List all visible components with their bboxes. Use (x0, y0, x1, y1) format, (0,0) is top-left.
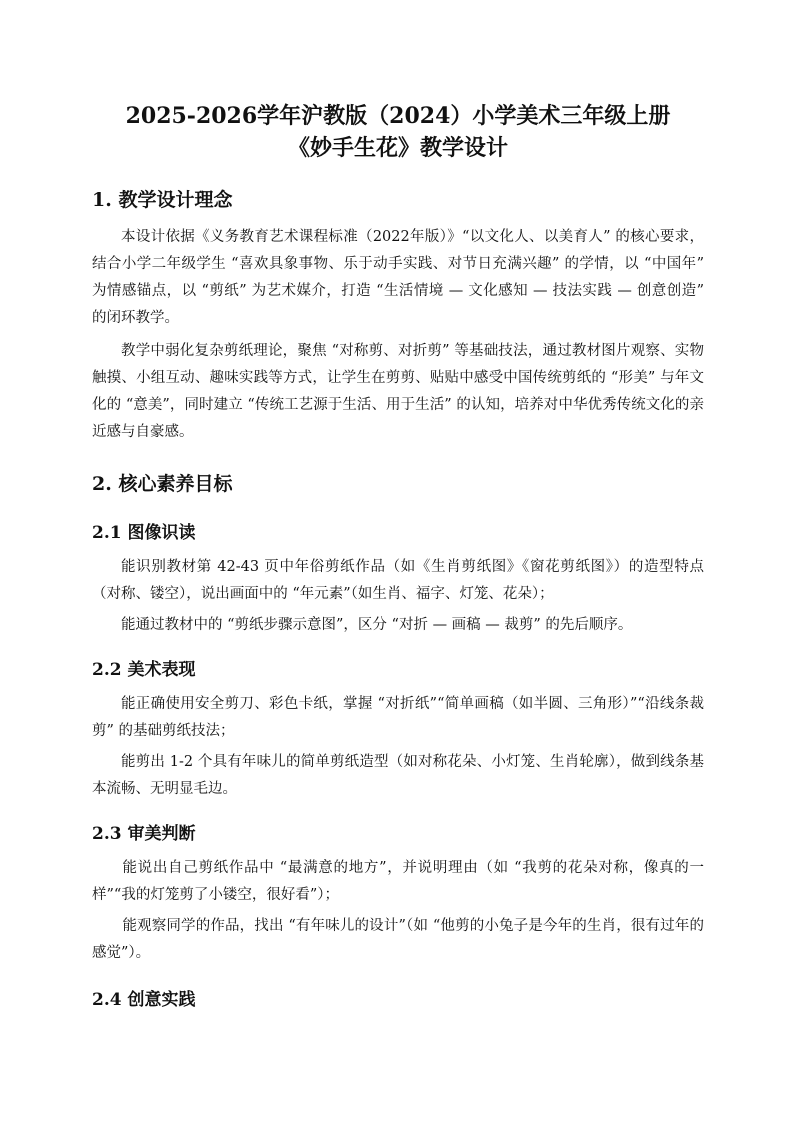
section-2-3-paragraph-2: 能观察同学的作品，找出 “有年味儿的设计”（如 “他剪的小兔子是今年的生肖，很有过年的感觉”）。 (92, 918, 704, 961)
section-2-1-heading: 2.1 图像识读 (92, 523, 196, 543)
document-title (92, 100, 704, 164)
section-2-1-paragraph-2: 能通过教材中的 “剪纸步骤示意图”，区分 “对折 — 画稿 — 裁剪” 的先后顺序。 (121, 617, 633, 633)
section-2-1-paragraph-1: 能识别教材第 42-43 页中年俗剪纸作品（如《生肖剪纸图》《窗花剪纸图》）的造型特点（对称、镂空），说出画面中的 “年元素”（如生肖、福字、灯笼、花朵）； (92, 559, 704, 602)
section-2-4-heading: 2.4 创意实践 (92, 990, 196, 1010)
section-2-2-heading: 2.2 美术表现 (92, 660, 196, 680)
title-line-1: 2025-2026学年沪教版（2024）小学美术三年级上册 (125, 103, 671, 129)
section-2-3-heading: 2.3 审美判断 (92, 824, 196, 844)
section-1-paragraph-2: 教学中弱化复杂剪纸理论，聚焦 “对称剪、对折剪” 等基础技法，通过教材图片观察、实物触摸、小组互动、趣味实践等方式，让学生在剪剪、贴贴中感受中国传统剪纸的 “形美” 与年文化的 “意美”，同时建立 “传统工艺源于生活、用于生活” 的认知，培养对中华优秀传统文化的亲近感与自豪感。 (92, 343, 704, 440)
title-line-2: 《妙手生花》教学设计 (287, 135, 508, 161)
section-2-3-paragraph-1: 能说出自己剪纸作品中 “最满意的地方”，并说明理由（如 “我剪的花朵对称，像真的一样”“我的灯笼剪了小镂空，很好看”）； (92, 860, 704, 903)
section-1-paragraph-1: 本设计依据《义务教育艺术课程标准（2022年版）》“以文化人、以美育人” 的核心要求，结合小学二年级学生 “喜欢具象事物、乐于动手实践、对节日充满兴趣” 的学情，以 “中国年” 为情感锚点，以 “剪纸” 为艺术媒介，打造 “生活情境 — 文化感知 — 技法实践 — 创意创造” 的闭环教学。 (92, 229, 704, 326)
section-2-heading: 2. 核心素养目标 (92, 473, 233, 495)
section-2-2-paragraph-2: 能剪出 1-2 个具有年味儿的简单剪纸造型（如对称花朵、小灯笼、生肖轮廓），做到线条基本流畅、无明显毛边。 (92, 754, 704, 797)
section-1-heading: 1. 教学设计理念 (92, 189, 233, 211)
section-2-2-paragraph-1: 能正确使用安全剪刀、彩色卡纸，掌握 “对折纸”“简单画稿（如半圆、三角形）”“沿线条裁剪” 的基础剪纸技法； (92, 696, 704, 739)
